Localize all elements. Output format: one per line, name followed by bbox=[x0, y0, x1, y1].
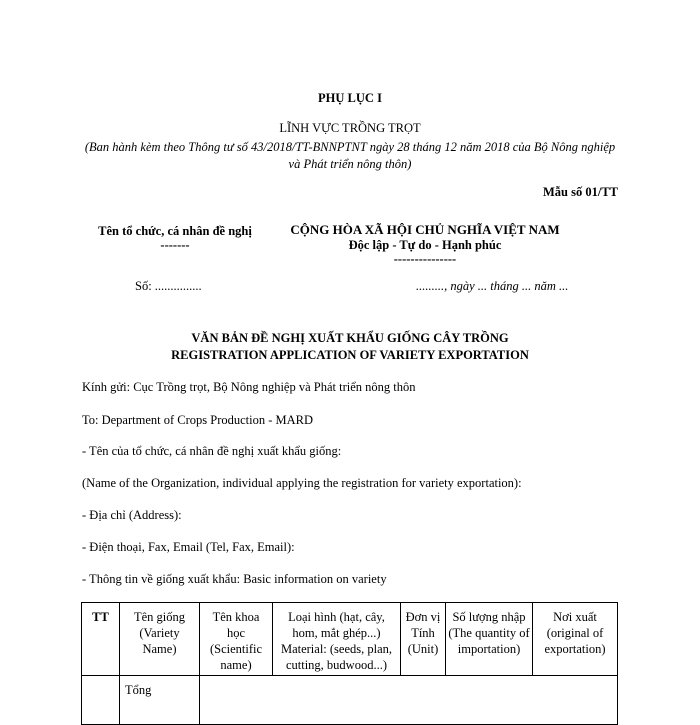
table-total-row bbox=[82, 676, 618, 725]
variety-info-line: - Thông tin về giống xuất khẩu: Basic information on variety bbox=[82, 572, 387, 586]
recipient-vi: Kính gửi: Cục Trồng trọt, Bộ Nông nghiệp và Phát triển nông thôn bbox=[82, 380, 416, 394]
recipient-en: To: Department of Crops Production - MARD bbox=[82, 413, 314, 427]
document-date: ........., ngày ... tháng ... năm ... bbox=[416, 279, 569, 293]
total-row-empty-cell bbox=[82, 676, 120, 725]
document-title-vi: VĂN BẢN ĐỀ NGHỊ XUẤT KHẨU GIỐNG CÂY TRỒNG bbox=[191, 331, 509, 345]
applicant-name-vi: - Tên của tổ chức, cá nhân đề nghị xuất khẩu giống: bbox=[82, 444, 342, 458]
header-origin: Nơi xuất (original of exportation) bbox=[533, 603, 618, 676]
header-tt: TT bbox=[82, 603, 120, 676]
address-line: - Địa chỉ (Address): bbox=[82, 508, 182, 522]
issued-by-note: (Ban hành kèm theo Thông tư số 43/2018/TT-BNNPTNT ngày 28 tháng 12 năm 2018 của Bộ Nông nghiệp và Phát triển nông thôn) bbox=[84, 140, 616, 171]
header-quantity: Số lượng nhập (The quantity of importation) bbox=[446, 603, 533, 676]
total-row-remaining-cell bbox=[200, 676, 618, 725]
applicant-name-en: (Name of the Organization, individual applying the registration for variety exportation): bbox=[82, 476, 522, 490]
table-header-row bbox=[82, 603, 618, 676]
organization-divider: ------- bbox=[160, 238, 190, 252]
header-unit: Đơn vị Tính (Unit) bbox=[401, 603, 446, 676]
form-number: Mẫu số 01/TT bbox=[542, 185, 618, 199]
motto-divider: --------------- bbox=[393, 252, 457, 266]
field-title: LĨNH VỰC TRỒNG TRỌT bbox=[279, 121, 421, 135]
national-motto: Độc lập - Tự do - Hạnh phúc bbox=[348, 238, 502, 252]
organization-label: Tên tổ chức, cá nhân đề nghị bbox=[98, 224, 252, 238]
variety-table bbox=[81, 602, 618, 725]
appendix-title: PHỤ LỤC I bbox=[318, 91, 382, 105]
total-label: Tổng bbox=[120, 676, 200, 725]
header-variety-name: Tên giống (Variety Name) bbox=[120, 603, 200, 676]
republic-name: CỘNG HÒA XÃ HỘI CHỦ NGHĨA VIỆT NAM bbox=[290, 222, 560, 237]
header-scientific-name: Tên khoa học (Scientific name) bbox=[200, 603, 273, 676]
contact-line: - Điện thoại, Fax, Email (Tel, Fax, Email): bbox=[82, 540, 295, 554]
document-title-en: REGISTRATION APPLICATION OF VARIETY EXPORTATION bbox=[171, 348, 529, 362]
header-material: Loại hình (hạt, cây, hom, mắt ghép...) Material: (seeds, plan, cutting, budwood...) bbox=[273, 603, 401, 676]
document-number: Số: ............... bbox=[135, 279, 202, 293]
